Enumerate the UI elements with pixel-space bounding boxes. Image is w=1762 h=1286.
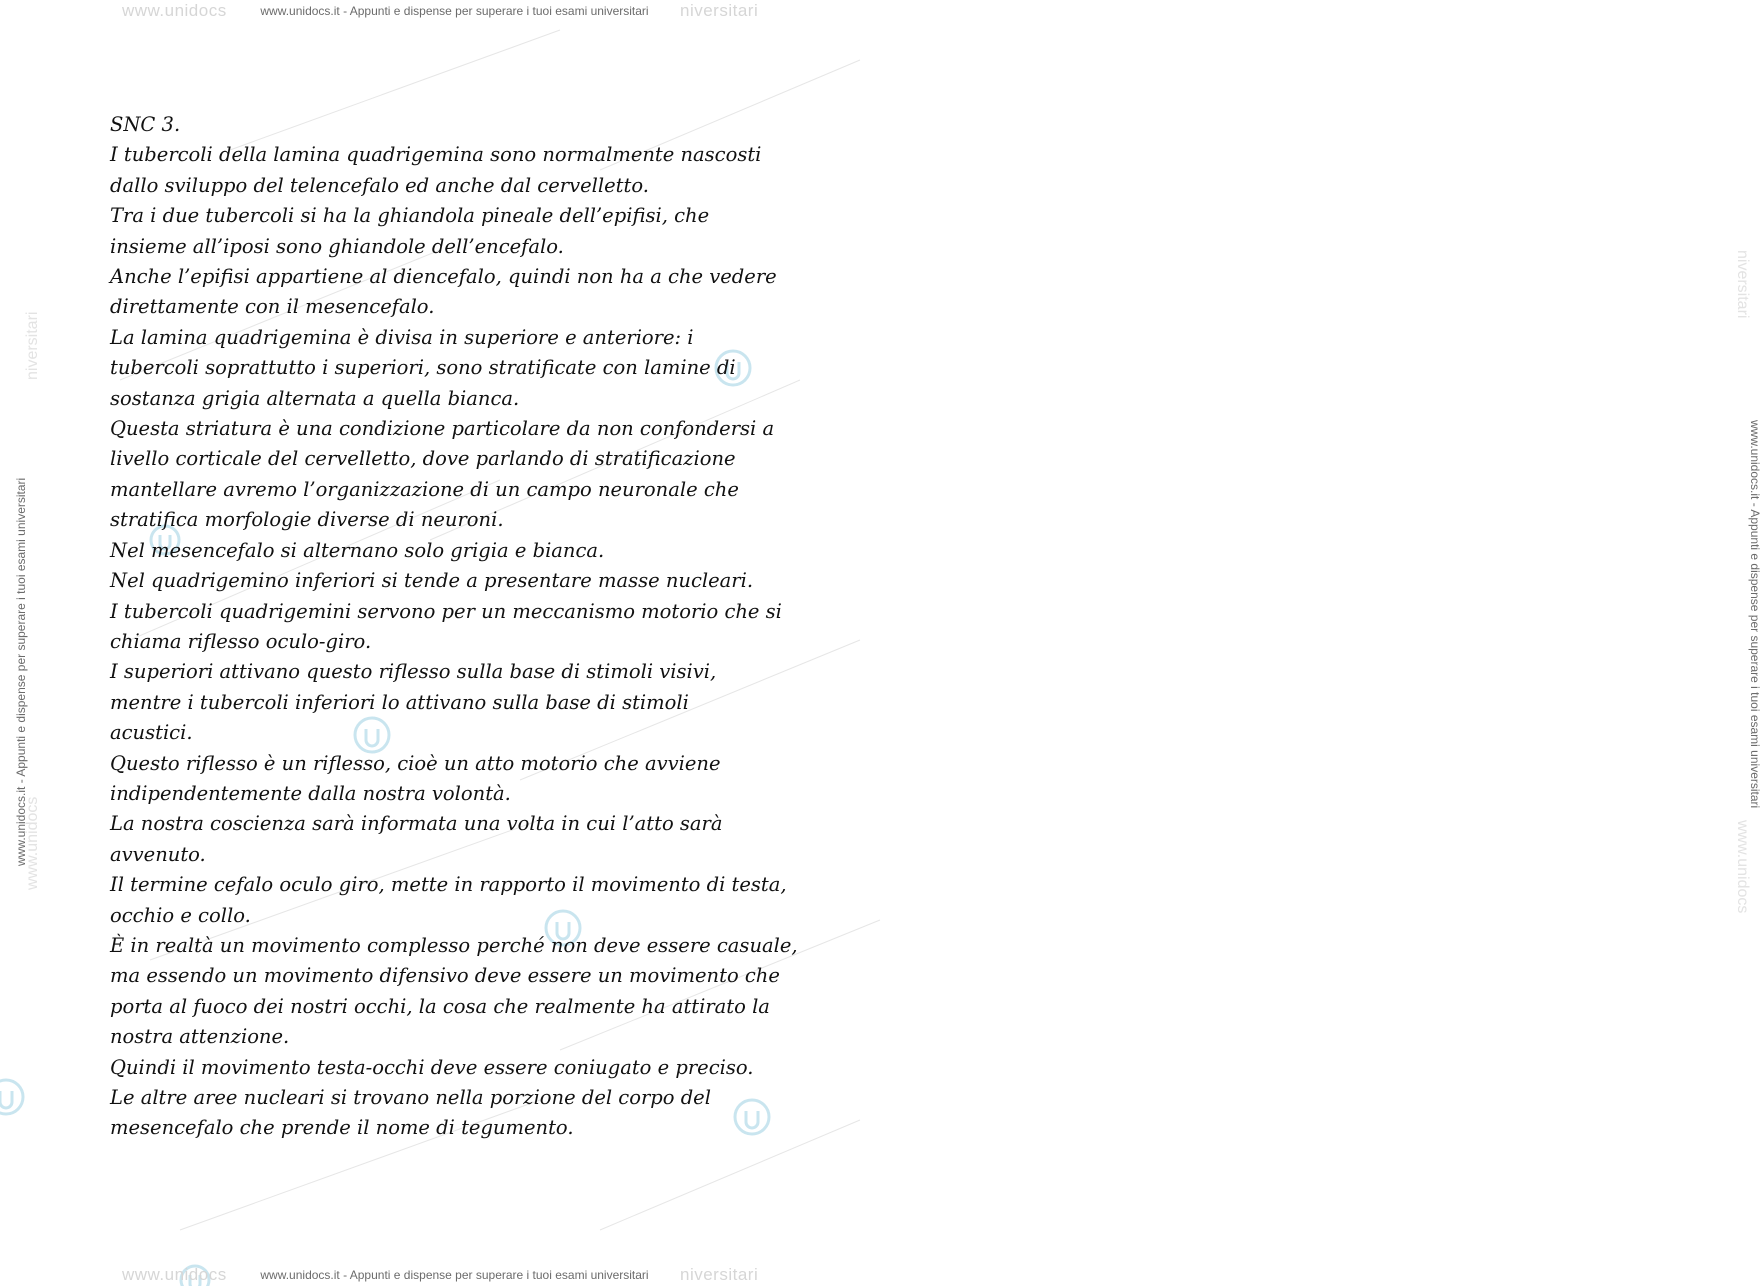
left-side-watermark [0,0,40,1286]
footer-watermark-text: www.unidocs.it - Appunti e dispense per superare i tuoi esami universitari [260,1268,649,1282]
notes-line: tubercoli soprattutto i superiori, sono stratificate con lamine di [110,356,736,380]
notes-line: Questa striatura è una condizione particolare da non confondersi a [110,417,775,441]
notes-line: Questo riflesso è un riflesso, cioè un atto motorio che avviene [110,751,721,775]
left-side-ghost-text: www.unidocs [24,796,41,890]
notes-line: chiama riflesso oculo-giro. [110,629,372,653]
notes-line: porta al fuoco dei nostri occhi, la cosa che realmente ha attirato la [110,994,770,1018]
notes-line: direttamente con il mesencefalo. [110,295,435,319]
footer-ghost-left: www.unidocs [122,1265,227,1284]
notes-line: avvenuto. [110,842,206,866]
notes-line: indipendentemente dalla nostra volontà. [110,781,511,805]
header-ghost-right: niversitari [680,1,759,20]
notes-line: È in realtà un movimento complesso perché non deve essere casuale, [110,933,798,957]
header-watermark-text: www.unidocs.it - Appunti e dispense per superare i tuoi esami universitari [260,4,649,18]
left-side-watermark-text: www.unidocs.it - Appunti e dispense per superare i tuoi esami universitari [14,477,28,866]
right-side-watermark [869,0,1762,1286]
notes-line: ma essendo un movimento difensivo deve essere un movimento che [110,964,780,988]
notes-line: sostanza grigia alternata a quella bianca. [110,386,520,410]
notes-line: Anche l’epifisi appartiene al diencefalo, quindi non ha a che vedere [110,265,777,289]
notes-line: livello corticale del cervelletto, dove parlando di stratificazione [110,447,736,471]
footer-watermark [0,1264,909,1286]
notes-line: mantellare avremo l’organizzazione di un campo neuronale che [110,477,739,501]
footer-ghost-right: niversitari [680,1265,759,1284]
right-side-ghost-text: www.unidocs [1734,820,1751,914]
notes-line: Il termine cefalo oculo giro, mette in rapporto il movimento di testa, [110,873,787,897]
notes-line: Quindi il movimento testa-occhi deve essere coniugato e preciso. [110,1055,754,1079]
notes-line: mentre i tubercoli inferiori lo attivano sulla base di stimoli [110,690,689,714]
left-side-ghost-text: niversitari [24,311,41,380]
notes-line: occhio e collo. [110,903,251,927]
notes-line: nostra attenzione. [110,1025,290,1049]
notes-line: I superiori attivano questo riflesso sulla base di stimoli visivi, [110,660,717,684]
notes-line: Tra i due tubercoli si ha la ghiandola pineale dell’epifisi, che [110,204,710,228]
notes-line: I tubercoli quadrigemini servono per un meccanismo motorio che si [110,599,782,623]
right-side-ghost-text: niversitari [1734,250,1751,319]
notes-line: insieme all’iposi sono ghiandole dell’encefalo. [110,234,564,258]
notes-line: stratifica morfologie diverse di neuroni. [110,508,504,532]
notes-line: I tubercoli della lamina quadrigemina sono normalmente nascosti [110,143,762,167]
header-watermark [0,0,909,22]
notes-line: acustici. [110,721,193,745]
notes-line: La nostra coscienza sarà informata una volta in cui l’atto sarà [110,812,723,836]
right-side-watermark-text: www.unidocs.it - Appunti e dispense per superare i tuoi esami universitari [1748,420,1762,809]
notes-line: mesencefalo che prende il nome di tegumento. [110,1116,574,1140]
notes-line: Nel mesencefalo si alternano solo grigia e bianca. [110,538,605,562]
notes-body [110,110,810,1144]
header-ghost-left: www.unidocs [122,1,227,20]
notes-line: Le altre aree nucleari si trovano nella porzione del corpo del [110,1086,711,1109]
notes-line: dallo sviluppo del telencefalo ed anche dal cervelletto. [110,173,649,197]
notes-line: La lamina quadrigemina è divisa in superiore e anteriore: i [110,325,694,349]
notes-line: SNC 3. [110,113,181,136]
notes-line: Nel quadrigemino inferiori si tende a presentare masse nucleari. [110,569,754,593]
